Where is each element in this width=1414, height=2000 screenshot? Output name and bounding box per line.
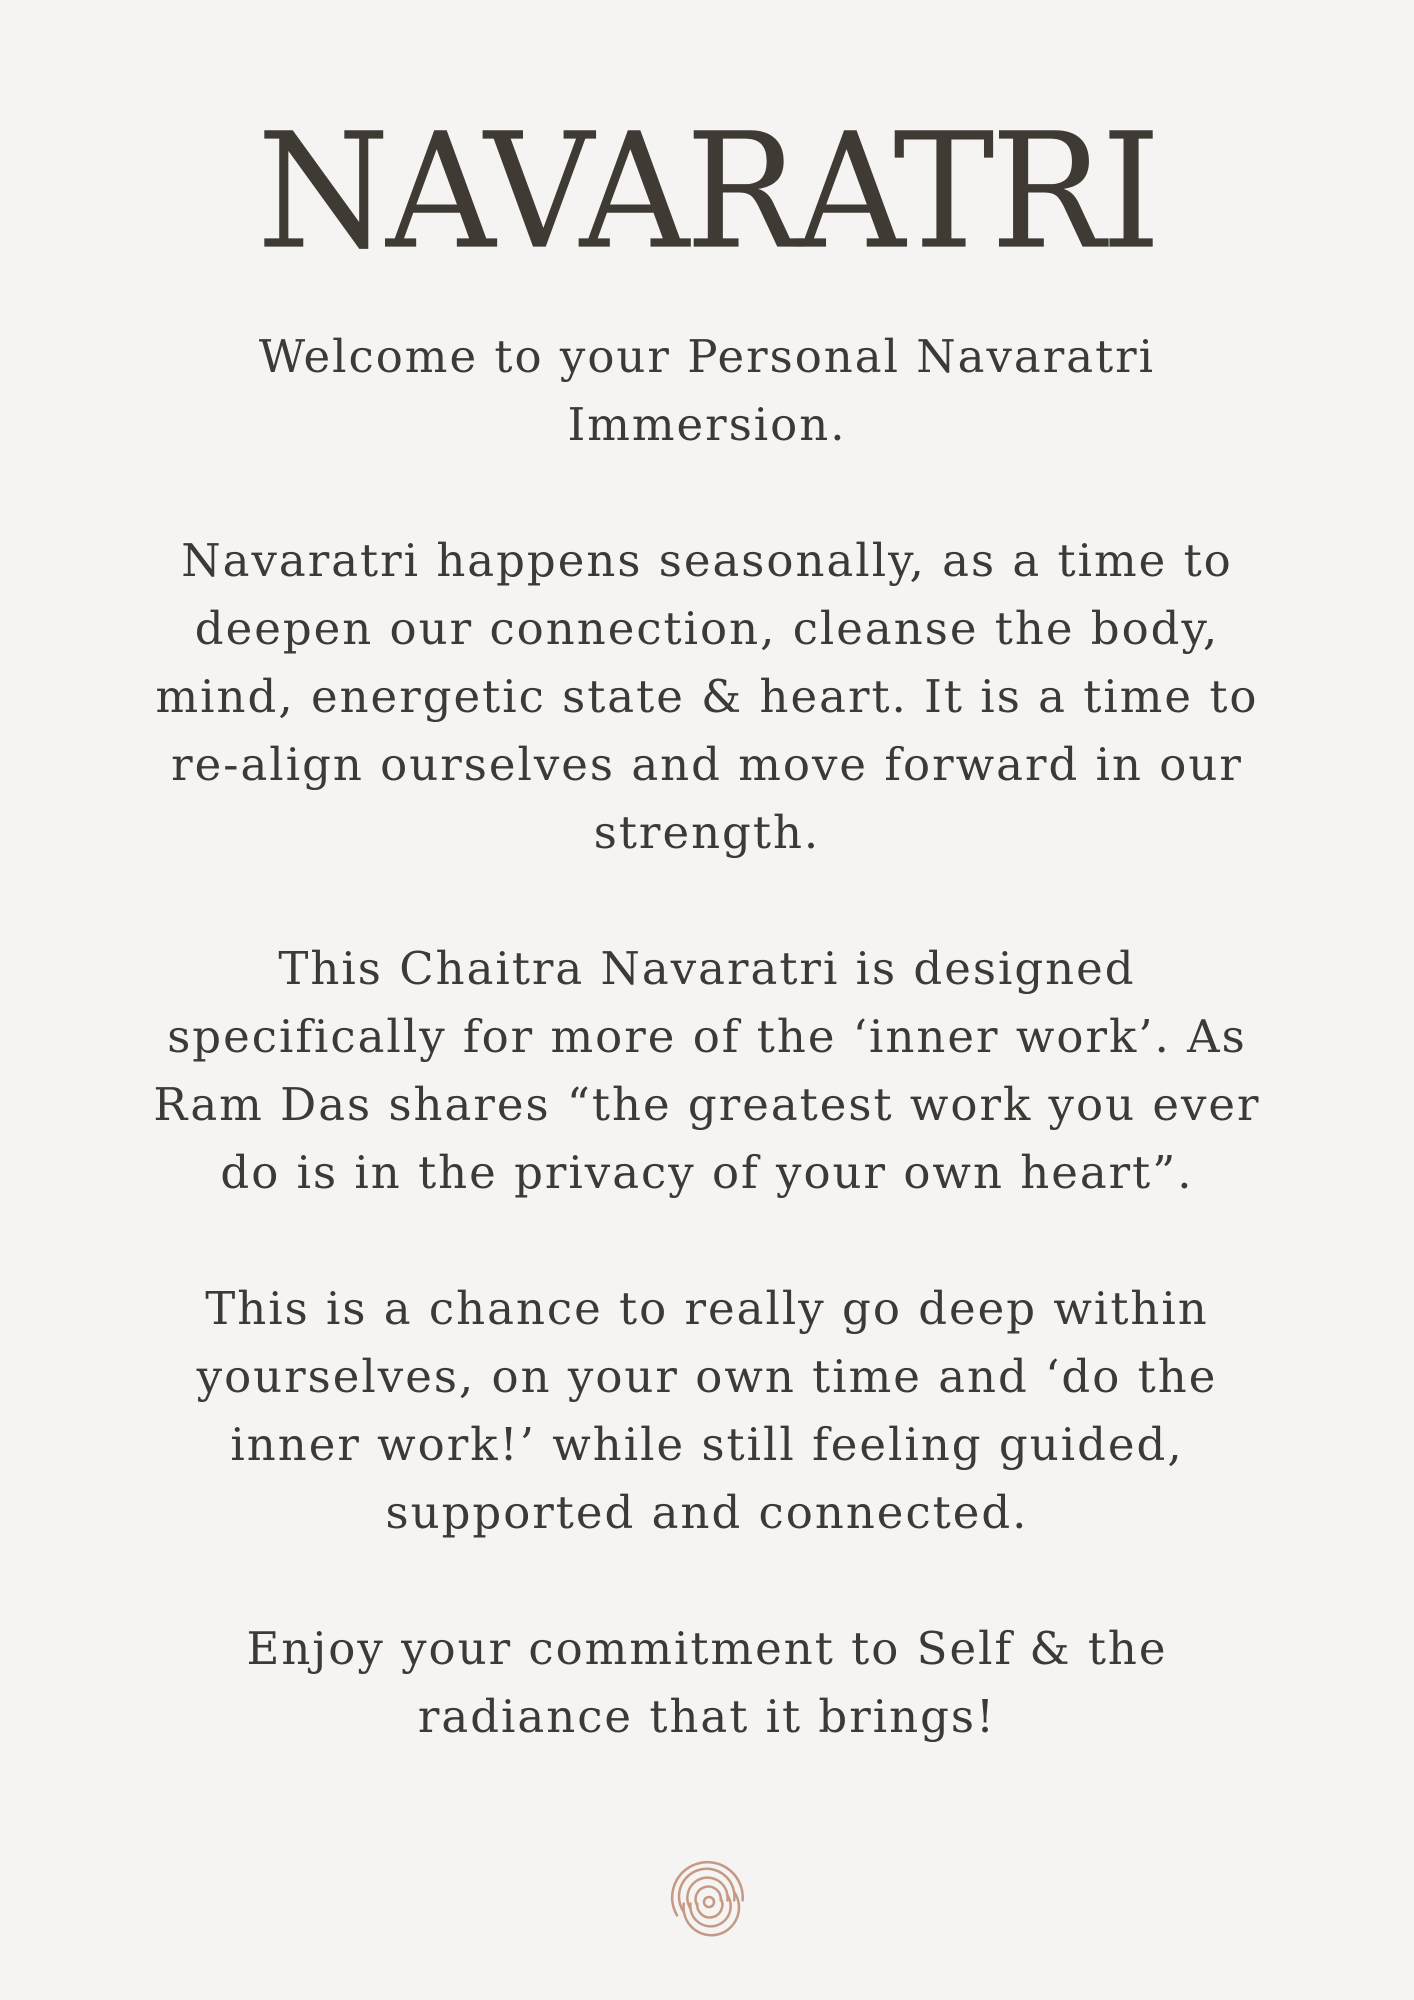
paragraph-inner-work: This Chaitra Navaratri is designed specifically for more of the ‘inner work’. As Ram Das shares “the greatest work you ever do is in the privacy of your own heart”. [153, 942, 1261, 1199]
paragraph-go-deep: This is a chance to really go deep within yourselves, on your own time and ‘do the inner work!’ while still feeling guided, supported and connected. [196, 1282, 1218, 1539]
spiral-logo-icon [667, 1860, 751, 1944]
paragraph-seasonal: Navaratri happens seasonally, as a time to deepen our connection, cleanse the body, mind, energetic state & heart. It is a time to re-align ourselves and move forward in our strength. [155, 534, 1259, 859]
paragraph-enjoy: Enjoy your commitment to Self & the radiance that it brings! [246, 1622, 1168, 1743]
intro-text [150, 323, 1264, 1819]
page-title: NAVARATRI [256, 98, 1158, 285]
paragraph-welcome: Welcome to your Personal Navaratri Immersion. [258, 330, 1156, 451]
